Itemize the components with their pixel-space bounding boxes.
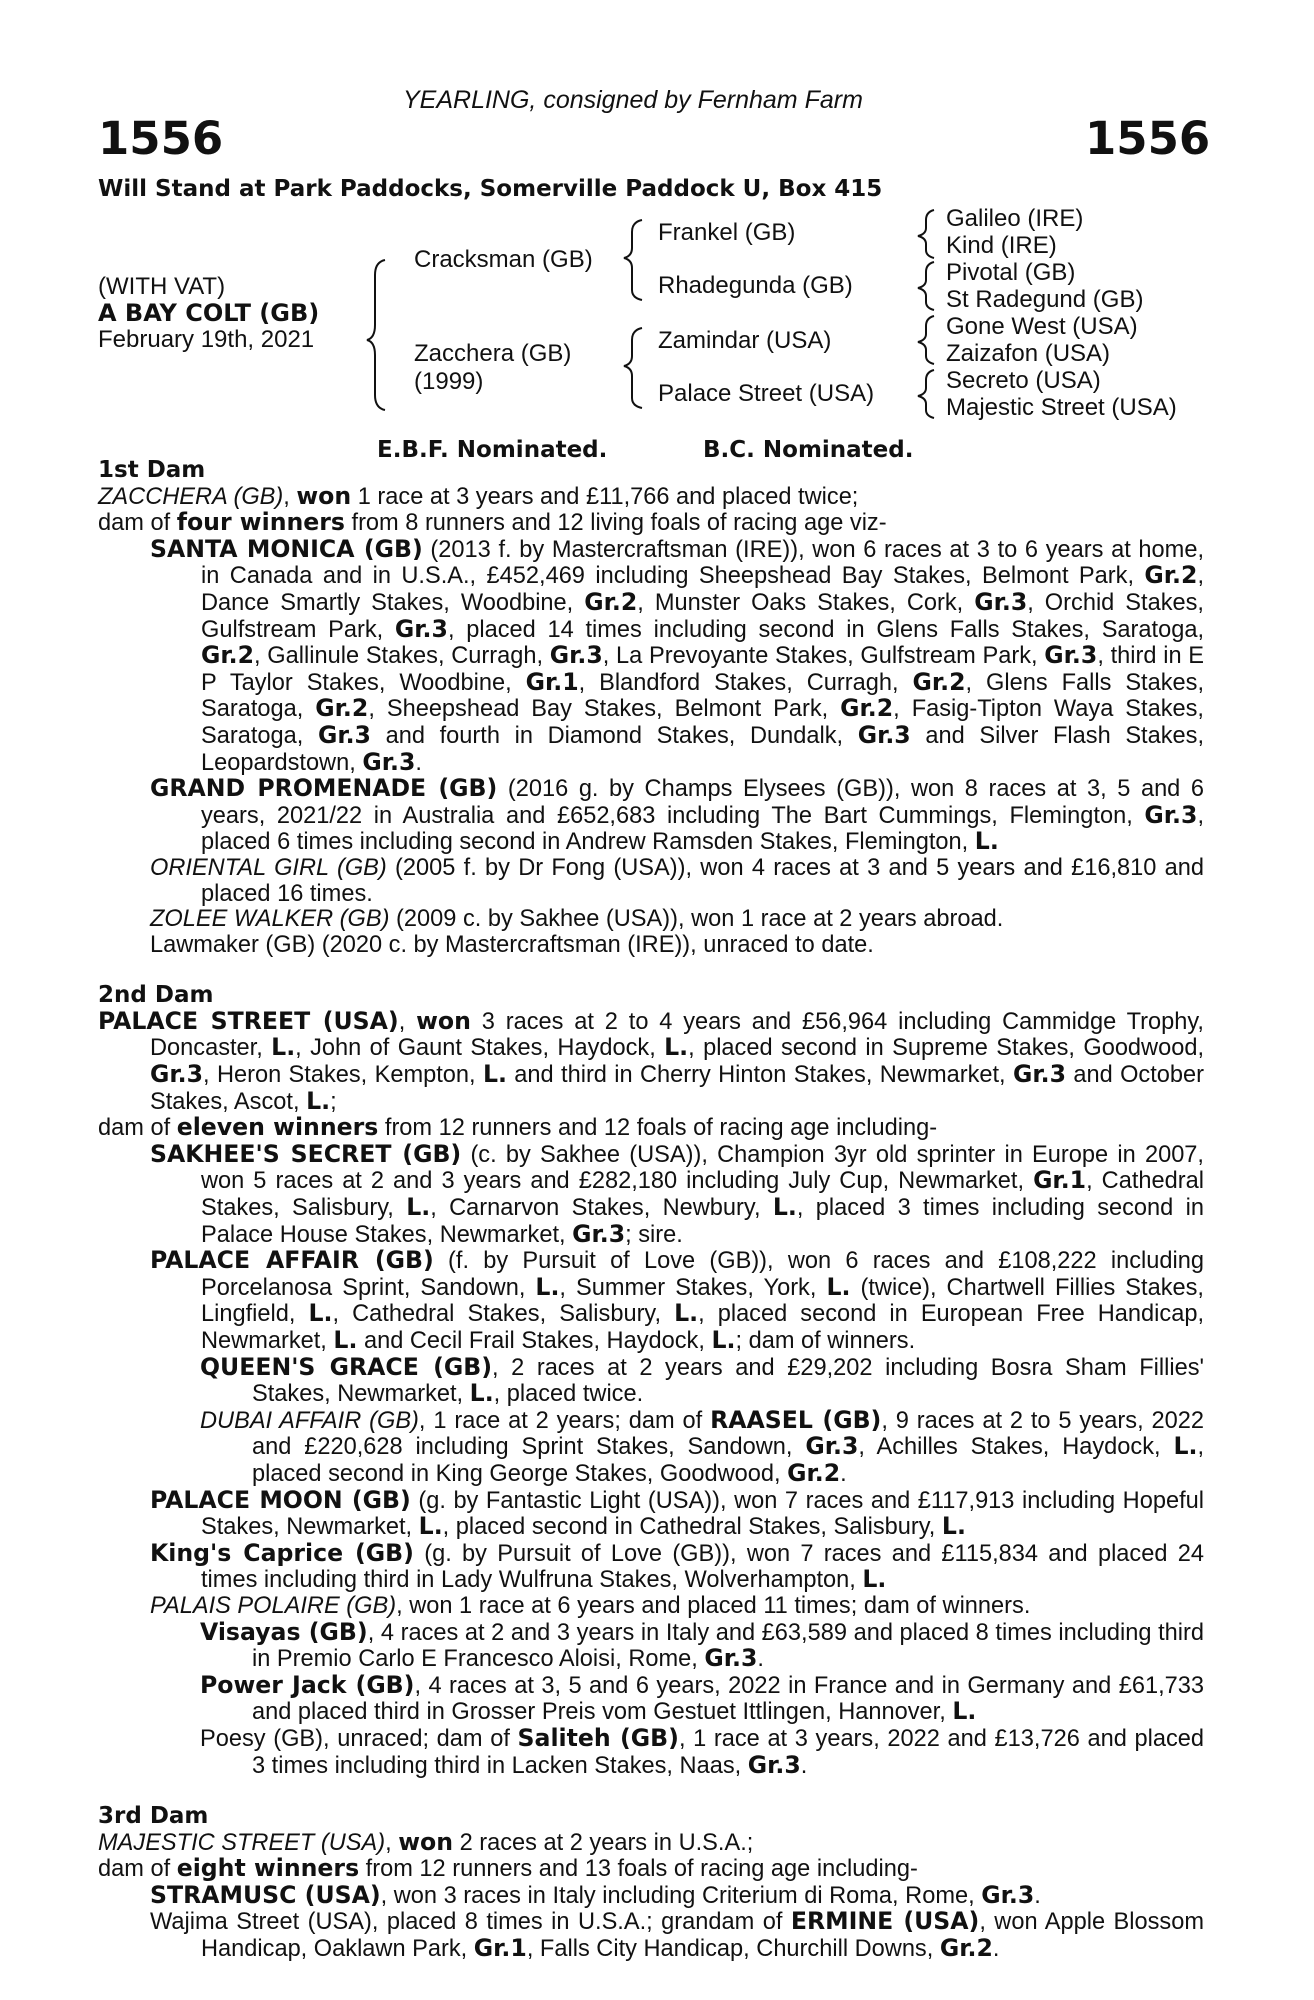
- ebf-nominated: E.B.F. Nominated.: [377, 437, 608, 463]
- sire: Cracksman (GB): [414, 246, 593, 273]
- g8: Majestic Street (USA): [946, 394, 1177, 421]
- third-dam-heading: 3rd Dam: [98, 1803, 209, 1830]
- progeny-power-jack: Power Jack (GB), 4 races at 3, 5 and 6 years, 2022 in France and in Germany and £61,733 and placed third in Grosser Preis vom Gestuet Ittlingen, Hannover, L.: [200, 1670, 1205, 1726]
- second-dam-heading: 2nd Dam: [98, 982, 214, 1009]
- progeny-palace-moon: PALACE MOON (GB) (g. by Fantastic Light (USA)), won 7 races and £117,913 including Hopeful Stakes, Newmarket, L., placed second in Cathedral Stakes, Salisbury, L.: [150, 1485, 1204, 1541]
- catalogue-body: [98, 458, 1204, 1963]
- dam-sire: Zamindar (USA): [658, 327, 832, 354]
- g4: St Radegund (GB): [946, 286, 1144, 313]
- third-dam-record: MAJESTIC STREET (USA), won 2 races at 2 years in U.S.A.; dam of eight winners from 12 runners and 13 foals of racing age including-: [98, 1827, 918, 1883]
- dam-dam: Palace Street (USA): [658, 380, 875, 407]
- first-dam-record: ZACCHERA (GB), won 1 race at 3 years and £11,766 and placed twice; dam of four winners from 8 runners and 12 living foals of racing age viz-: [98, 481, 887, 537]
- dam: Zacchera (GB): [414, 340, 572, 367]
- g2: Kind (IRE): [946, 232, 1057, 259]
- foaling-date: February 19th, 2021: [98, 326, 315, 353]
- progeny-poesy: Poesy (GB), unraced; dam of Saliteh (GB), 1 race at 3 years, 2022 and £13,726 and placed 3 times including third in Lacken Stakes, Naas, Gr.3.: [200, 1723, 1205, 1779]
- progeny-oriental-girl: ORIENTAL GIRL (GB) (2005 f. by Dr Fong (USA)), won 4 races at 3 and 5 years and £16,810 and placed 16 times.: [150, 854, 1204, 907]
- progeny-palais-polaire: PALAIS POLAIRE (GB), won 1 race at 6 years and placed 11 times; dam of winners.: [150, 1592, 1031, 1619]
- progeny-stramusc: STRAMUSC (USA), won 3 races in Italy including Criterium di Roma, Rome, Gr.3.: [150, 1880, 1041, 1909]
- vat-note: (WITH VAT): [98, 273, 226, 300]
- progeny-queens-grace: QUEEN'S GRACE (GB), 2 races at 2 years and £29,202 including Bosra Sham Fillies' Stakes, Newmarket, L., placed twice.: [200, 1352, 1204, 1408]
- progeny-sakhees-secret: SAKHEE'S SECRET (GB) (c. by Sakhee (USA)), Champion 3yr old sprinter in Europe in 2007, won 5 races at 2 and 3 years and £282,180 including July Cup, Newmarket, Gr.1, Cathedral Stakes, Salisbury, L., Carnarvon Stakes, Newbury, L., placed 3 times including second in Palace House Stakes, Newmarket, Gr.3; sire.: [150, 1139, 1204, 1248]
- progeny-kings-caprice: King's Caprice (GB) (g. by Pursuit of Love (GB)), won 7 races and £115,834 and placed 24 times including third in Lady Wulfruna Stakes, Wolverhampton, L.: [150, 1538, 1204, 1594]
- lot-number-left: 1556: [98, 112, 224, 165]
- g7: Secreto (USA): [946, 367, 1101, 394]
- g1: Galileo (IRE): [946, 205, 1084, 232]
- lot-number-right: 1556: [1085, 112, 1211, 165]
- g3: Pivotal (GB): [946, 259, 1076, 286]
- progeny-santa-monica: SANTA MONICA (GB) (2013 f. by Mastercraftsman (IRE)), won 6 races at 3 to 6 years at home, in Canada and in U.S.A., £452,469 including Sheepshead Bay Stakes, Belmont Park, Gr.2, Dance Smartly Stakes, Woodbine, Gr.2, Munster Oaks Stakes, Cork, Gr.3, Orchid Stakes, Gulfstream Park, Gr.3, placed 14 times including second in Glens Falls Stakes, Saratoga, Gr.2, Gallinule Stakes, Curragh, Gr.3, La Prevoyante Stakes, Gulfstream Park, Gr.3, third in E P Taylor Stakes, Woodbine, Gr.1, Blandford Stakes, Curragh, Gr.2, Glens Falls Stakes, Saratoga, Gr.2, Sheepshead Bay Stakes, Belmont Park, Gr.2, Fasig-Tipton Waya Stakes, Saratoga, Gr.3 and fourth in Diamond Stakes, Dundalk, Gr.3 and Silver Flash Stakes, Leopardstown, Gr.3.: [150, 534, 1205, 776]
- sire-sire: Frankel (GB): [658, 219, 796, 246]
- bc-nominated: B.C. Nominated.: [703, 437, 914, 463]
- progeny-lawmaker: Lawmaker (GB) (2020 c. by Mastercraftsman (IRE)), unraced to date.: [150, 931, 874, 958]
- g6: Zaizafon (USA): [946, 340, 1111, 367]
- dam-year: (1999): [414, 368, 484, 395]
- pedigree-braces: [0, 0, 1314, 440]
- horse-name: A BAY COLT (GB): [98, 299, 320, 327]
- consignment-line: YEARLING, consigned by Fernham Farm: [403, 86, 863, 114]
- second-dam-produce: dam of eleven winners from 12 runners and 12 foals of racing age including-: [98, 1113, 938, 1142]
- progeny-grand-promenade: GRAND PROMENADE (GB) (2016 g. by Champs Elysees (GB)), won 8 races at 3, 5 and 6 years, 2021/22 in Australia and £652,683 including The Bart Cummings, Flemington, Gr.3, placed 6 times including second in Andrew Ramsden Stakes, Flemington, L.: [150, 774, 1204, 856]
- progeny-wajima-street: Wajima Street (USA), placed 8 times in U.S.A.; grandam of ERMINE (USA), won Apple Blossom Handicap, Oaklawn Park, Gr.1, Falls City Handicap, Churchill Downs, Gr.2.: [150, 1907, 1204, 1963]
- stand-location: Will Stand at Park Paddocks, Somerville Paddock U, Box 415: [98, 176, 883, 202]
- progeny-palace-affair: PALACE AFFAIR (GB) (f. by Pursuit of Love (GB)), won 6 races and £108,222 including Porcelanosa Sprint, Sandown, L., Summer Stakes, York, L. (twice), Chartwell Fillies Stakes, Lingfield, L., Cathedral Stakes, Salisbury, L., placed second in European Free Handicap, Newmarket, L. and Cecil Frail Stakes, Haydock, L.; dam of winners.: [150, 1246, 1205, 1354]
- sire-dam: Rhadegunda (GB): [658, 272, 853, 299]
- first-dam-heading: 1st Dam: [98, 457, 206, 483]
- g5: Gone West (USA): [946, 313, 1138, 340]
- progeny-visayas: Visayas (GB), 4 races at 2 and 3 years in Italy and £63,589 and placed 8 times including third in Premio Carlo E Francesco Aloisi, Rome, Gr.3.: [200, 1617, 1204, 1673]
- second-dam-record: PALACE STREET (USA), won 3 races at 2 to 4 years and £56,964 including Cammidge Trophy, Doncaster, L., John of Gaunt Stakes, Haydock, L., placed second in Supreme Stakes, Goodwood, Gr.3, Heron Stakes, Kempton, L. and third in Cherry Hinton Stakes, Newmarket, Gr.3 and October Stakes, Ascot, L.;: [98, 1006, 1205, 1115]
- progeny-zolee-walker: ZOLEE WALKER (GB) (2009 c. by Sakhee (USA)), won 1 race at 2 years abroad.: [150, 906, 1004, 933]
- progeny-dubai-affair: DUBAI AFFAIR (GB), 1 race at 2 years; dam of RAASEL (GB), 9 races at 2 to 5 years, 2022 and £220,628 including Sprint Stakes, Sandown, Gr.3, Achilles Stakes, Haydock, L., placed second in King George Stakes, Goodwood, Gr.2.: [200, 1405, 1204, 1487]
